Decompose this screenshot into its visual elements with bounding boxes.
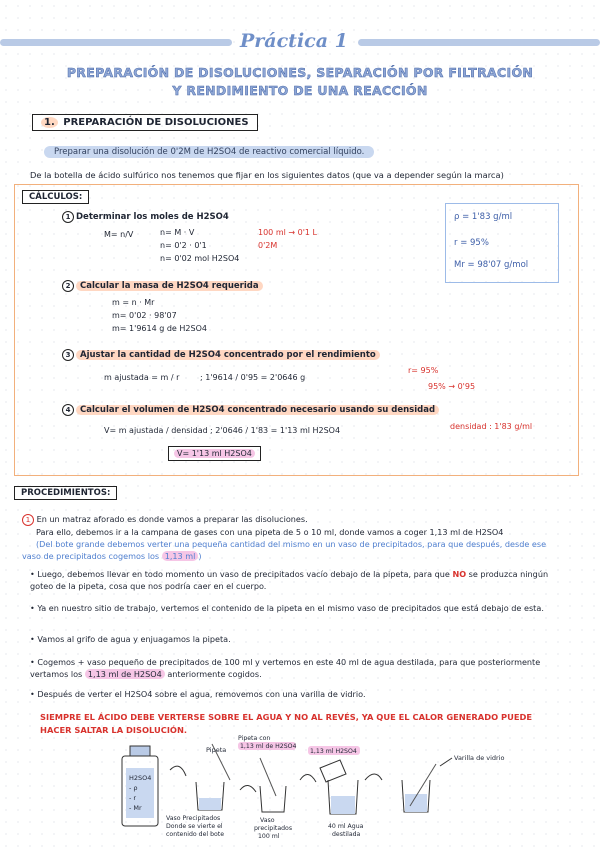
arrow-icon bbox=[300, 774, 316, 782]
step-3-number: 3 bbox=[62, 349, 74, 361]
proc-item-5: • Cogemos + vaso pequeño de precipitados de 100 ml y vertemos en este 40 ml de agua destilada, para que posteriormente vertamos los 1,13 ml de H2SO4 anteriormente cogidos. bbox=[30, 657, 541, 679]
caption-1-0: Vaso Precipitados bbox=[166, 815, 221, 822]
subtitle-line-1: PREPARACIÓN DE DISOLUCIONES, SEPARACIÓN POR FILTRACIÓN bbox=[66, 65, 534, 80]
proc-item-2-text-b: se produzca ningún goteo de la pipeta, cosa que nos podría caer en el cuerpo. bbox=[30, 569, 549, 591]
title-bar bbox=[0, 32, 600, 50]
proc-item-1-blue-hl: 1,13 ml bbox=[162, 551, 199, 561]
proc-item-4-text: Vamos al grifo de agua y enjuagamos la pipeta. bbox=[37, 634, 231, 644]
step-4-formula-1: ; 2'0646 / 1'83 = 1'13 ml H2SO4 bbox=[210, 426, 341, 435]
step-4-title bbox=[62, 404, 439, 416]
step-3-formula-1: ; 1'9614 / 0'95 = 2'0646 g bbox=[200, 373, 306, 382]
title-rule-left bbox=[0, 39, 232, 46]
beaker-icon bbox=[402, 764, 436, 812]
step-3-title-text: Ajustar la cantidad de H2SO4 concentrado por el rendimiento bbox=[76, 350, 380, 360]
step-4-formula-0: V= m ajustada / densidad bbox=[104, 426, 208, 435]
proc-item-2-red: NO bbox=[452, 569, 467, 579]
step-4-number: 4 bbox=[62, 404, 74, 416]
acid-bottle-icon bbox=[122, 746, 158, 826]
proc-item-1-text2: Para ello, debemos ir a la campana de gases con una pipeta de 5 o 10 ml, donde vamos a coger 1,13 ml de H2SO4 bbox=[36, 527, 504, 537]
proc-item-2-text-a: Luego, debemos llevar en todo momento un vaso de precipitados vacío debajo de la pipeta, para que bbox=[37, 569, 453, 579]
pipeta-con-hl: 1,13 ml de H2SO4 bbox=[240, 743, 297, 750]
step-1-title bbox=[62, 211, 229, 223]
step-2-number: 2 bbox=[62, 280, 74, 292]
pointer-line bbox=[440, 758, 452, 766]
proc-item-4: • Vamos al grifo de agua y enjuagamos la pipeta. bbox=[30, 634, 231, 644]
proc-item-1-blue: (Del bote grande debemos verter una pequeña cantidad del mismo en un vaso de precipitados, para que después, desde ese vaso de precipitados cogemos los bbox=[22, 539, 547, 561]
proc-item-6: • Después de verter el H2SO4 sobre el agua, removemos con una varilla de vidrio. bbox=[30, 689, 366, 699]
data-mr: Mr = 98'07 g/mol bbox=[454, 260, 529, 270]
beaker-icon bbox=[260, 758, 286, 812]
data-density: ρ = 1'83 g/ml bbox=[454, 212, 513, 222]
proc-item-5-text-a: Cogemos + vaso pequeño de precipitados de 100 ml y vertemos en este 40 ml de agua destilada, para que posteriormente vertamos los bbox=[30, 657, 541, 679]
bottle-label-2: - r bbox=[129, 794, 137, 802]
step-4-note: densidad : 1'83 g/ml bbox=[450, 422, 533, 431]
arrow-icon bbox=[170, 766, 186, 776]
step-4-result-text: V= 1'13 ml H2SO4 bbox=[174, 449, 255, 458]
bottle-label-0: H2SO4 bbox=[129, 774, 152, 782]
procedimientos-label: PROCEDIMIENTOS: bbox=[14, 486, 117, 500]
step-1-formula-1: n= M · V bbox=[160, 228, 195, 237]
step-3-note-2: 95% → 0'95 bbox=[428, 382, 476, 391]
caption-2-2: 100 ml bbox=[258, 833, 280, 840]
data-purity: r = 95% bbox=[454, 238, 489, 248]
step-3-formula-0: m ajustada = m / r bbox=[104, 373, 180, 382]
step-3-title bbox=[62, 349, 380, 361]
step-1-formula-2: n= 0'2 · 0'1 bbox=[160, 241, 207, 250]
proc-item-1-text1: En un matraz aforado es donde vamos a preparar las disoluciones. bbox=[36, 514, 308, 524]
section-number: 1. bbox=[41, 117, 58, 128]
proc-item-3: • Ya en nuestro sitio de trabajo, vertemos el contenido de la pipeta en el mismo vaso de precipitados que está debajo de esta. bbox=[30, 603, 544, 613]
proc-item-2: • Luego, debemos llevar en todo momento un vaso de precipitados vacío debajo de la pipeta, para que NO se produzca ningún goteo de la pipeta, cosa que nos podría caer en el cuerpo. bbox=[30, 569, 549, 591]
proc-item-5-text-b: anteriormente cogidos. bbox=[164, 669, 262, 679]
subtitle bbox=[40, 64, 560, 100]
caption-1-1: Donde se vierte el bbox=[166, 823, 223, 830]
proc-item-1-blue-end: ) bbox=[198, 551, 202, 561]
step-4-title-text: Calcular el volumen de H2SO4 concentrado necesario usando su densidad bbox=[76, 405, 439, 415]
step-1-formula-3: n= 0'02 mol H2SO4 bbox=[160, 254, 240, 263]
caption-2-1: precipitados bbox=[254, 825, 293, 832]
arrow-icon bbox=[365, 774, 382, 780]
intro-text: De la botella de ácido sulfúrico nos tenemos que fijar en los siguientes datos (que va a depender según la marca) bbox=[30, 170, 504, 180]
bottle-label-3: - Mr bbox=[129, 804, 142, 812]
pipeta-label: Pipeta bbox=[206, 746, 227, 754]
warning-text: SIEMPRE EL ÁCIDO DEBE VERTERSE SOBRE EL AGUA Y NO AL REVÉS, YA QUE EL CALOR GENERADO PUEDE HACER SALTAR LA DISOLUCIÓN. bbox=[40, 712, 533, 735]
step-2-title-text: Calcular la masa de H2SO4 requerida bbox=[76, 281, 263, 291]
step-4-result bbox=[168, 446, 261, 461]
step-2-formula-1: m= 0'02 · 98'07 bbox=[112, 311, 177, 320]
caption-1-2: contenido del bote bbox=[166, 831, 225, 838]
varilla-label: Varilla de vidrio bbox=[454, 754, 505, 762]
task-statement bbox=[44, 147, 374, 157]
proc-item-1-number: 1 bbox=[22, 514, 34, 526]
proc-item-6-text: Después de verter el H2SO4 sobre el agua, removemos con una varilla de vidrio. bbox=[37, 689, 366, 699]
section-heading bbox=[32, 114, 258, 131]
caption-3-1: destilada bbox=[332, 831, 361, 838]
proc-item-5-hl: 1,13 ml de H2SO4 bbox=[85, 669, 165, 679]
pipeta-con-label: Pipeta con bbox=[238, 735, 271, 742]
step-1-title-text: Determinar los moles de H2SO4 bbox=[76, 212, 229, 222]
step-1-formula-0: M= n/V bbox=[104, 230, 134, 239]
proc-item-3-text: Ya en nuestro sitio de trabajo, vertemos el contenido de la pipeta en el mismo vaso de precipitados que está debajo de esta. bbox=[37, 603, 544, 613]
calculos-label: CÁLCULOS: bbox=[22, 190, 89, 204]
step-2-formula-0: m = n · Mr bbox=[112, 298, 155, 307]
bottle-label-1: - ρ bbox=[129, 784, 138, 792]
step-1-number: 1 bbox=[62, 211, 74, 223]
step-1-note-1: 100 ml → 0'1 L bbox=[258, 228, 317, 237]
subtitle-line-2: Y RENDIMIENTO DE UNA REACCIÓN bbox=[172, 83, 428, 98]
page-title: Práctica 1 bbox=[240, 30, 348, 52]
title-rule-right bbox=[358, 39, 600, 46]
step-1-note-2: 0'2M bbox=[258, 241, 278, 250]
step-3-note-1: r= 95% bbox=[408, 366, 439, 375]
beaker-icon bbox=[320, 760, 358, 814]
step-2-title bbox=[62, 280, 263, 292]
caption-3-0: 40 ml Agua bbox=[328, 823, 364, 830]
diagram-hl3: 1,13 ml H2SO4 bbox=[310, 748, 357, 755]
lab-diagram bbox=[110, 735, 530, 840]
data-box bbox=[445, 203, 559, 283]
section-label: PREPARACIÓN DE DISOLUCIONES bbox=[63, 117, 249, 128]
step-2-formula-2: m= 1'9614 g de H2SO4 bbox=[112, 324, 207, 333]
arrow-icon bbox=[240, 785, 256, 792]
proc-item-1 bbox=[22, 513, 557, 562]
task-text: Preparar una disolución de 0'2M de H2SO4 de reactivo comercial líquido. bbox=[44, 146, 374, 158]
caption-2-0: Vaso bbox=[260, 817, 275, 824]
